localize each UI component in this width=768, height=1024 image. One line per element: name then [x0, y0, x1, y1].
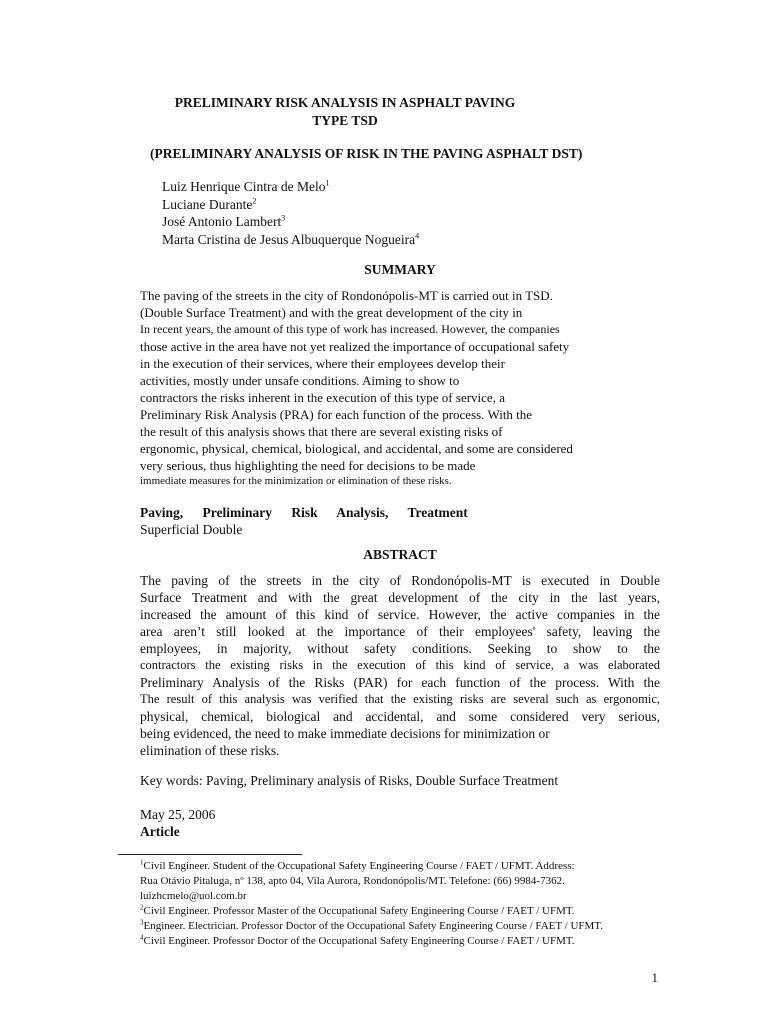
abstract-line: elimination of these risks.: [140, 743, 280, 758]
page-number: 1: [651, 970, 658, 985]
author-list: [162, 178, 419, 248]
abstract-line: area aren’t still looked at the importance of their employees' safety, leaving the: [140, 624, 660, 639]
paper-alt-title: (PRELIMINARY ANALYSIS OF RISK IN THE PAVING ASPHALT DST): [150, 146, 583, 161]
abstract-line: Surface Treatment and with the great development of the city in the last years,: [140, 590, 660, 605]
title-line-1: PRELIMINARY RISK ANALYSIS IN ASPHALT PAVING: [174, 95, 516, 110]
paper-title: [140, 94, 550, 130]
footnote-mark: 4: [140, 933, 144, 942]
summary-line: immediate measures for the minimization or elimination of these risks.: [140, 475, 452, 487]
abstract-line: The result of this analysis was verified that the existing risks are several such as ergonomic,: [140, 692, 660, 706]
keywords-pt: [140, 504, 660, 538]
keywords-en: Key words: Paving, Preliminary analysis of Risks, Double Surface Treatment: [140, 773, 559, 788]
author: Luiz Henrique Cintra de Melo$^1$: [162, 178, 330, 194]
title-line-2: TYPE TSD: [312, 113, 378, 128]
footnote: $^1$Civil Engineer. Student of the Occupational Safety Engineering Course / FAET / UFMT. Address:: [140, 858, 575, 872]
summary-line: contractors the risks inherent in the execution of this type of service, a: [140, 390, 505, 405]
footnote-mark: 4: [415, 231, 420, 240]
document-type: Article: [140, 824, 180, 839]
footnote-mark: 1: [140, 858, 144, 867]
summary-line: Preliminary Risk Analysis (PRA) for each function of the process. With the: [140, 407, 533, 422]
footnote: $^4$Civil Engineer. Professor Doctor of the Occupational Safety Engineering Course / FAET / UFMT.: [140, 933, 575, 947]
abstract-line: Preliminary Analysis of the Risks (PAR) for each function of the process. With the: [140, 675, 660, 690]
abstract-line: being evidenced, the need to make immediate decisions for minimization or: [140, 726, 550, 741]
footnote: $^3$Engineer. Electrician. Professor Doctor of the Occupational Safety Engineering Course / FAET / UFMT.: [140, 918, 603, 932]
abstract-line: employees, in majority, without safety conditions. Seeking to show to the: [140, 641, 660, 656]
abstract-line: contractors the existing risks in the execution of this kind of service, a was elaborated: [140, 658, 660, 672]
footnote-mark: 3: [281, 213, 286, 223]
summary-heading: SUMMARY: [364, 262, 436, 277]
footnote-email: luizhcmelo@uol.com.br: [140, 890, 247, 902]
summary-line: those active in the area have not yet realized the importance of occupational safety: [140, 339, 570, 354]
abstract-line: increased the amount of this kind of service. However, the active companies in the: [140, 607, 660, 622]
footnote-divider: [118, 854, 302, 855]
keywords-pt-line: Paving, Preliminary Risk Analysis, Treatment: [140, 505, 468, 520]
footnote-mark: 3: [140, 918, 144, 927]
summary-line: (Double Surface Treatment) and with the great development of the city in: [140, 305, 523, 320]
author: Luciane Durante$^2$: [162, 196, 257, 212]
footnote: $^2$Civil Engineer. Professor Master of the Occupational Safety Engineering Course / FAET / UFMT.: [140, 903, 575, 917]
footnote-mark: 2: [140, 903, 144, 912]
summary-line: In recent years, the amount of this type of work has increased. However, the companies: [140, 322, 560, 336]
summary-line: very serious, thus highlighting the need for decisions to be made: [140, 458, 476, 473]
summary-line: in the execution of their services, where their employees develop their: [140, 356, 505, 371]
abstract-line: The paving of the streets in the city of Rondonópolis-MT is executed in Double: [140, 573, 660, 588]
summary-line: activities, mostly under unsafe conditions. Aiming to show to: [140, 373, 460, 388]
author: José Antonio Lambert$^3$: [162, 213, 286, 229]
author: Marta Cristina de Jesus Albuquerque Nogueira$^4$: [162, 231, 420, 247]
keywords-pt-line: Superficial Double: [140, 522, 243, 537]
footnotes: [140, 859, 660, 949]
abstract-heading: ABSTRACT: [363, 547, 437, 562]
summary-line: The paving of the streets in the city of Rondonópolis-MT is carried out in TSD.: [140, 288, 553, 303]
publication-date: May 25, 2006: [140, 807, 216, 822]
footnote-continuation: Rua Otávio Pitaluga, nº 138, apto 04, Vila Aurora, Rondonópolis/MT. Telefone: (66) 9984-7362.: [140, 875, 565, 887]
summary-line: ergonomic, physical, chemical, biological, and accidental, and some are considered: [140, 441, 573, 456]
footnote-mark: 2: [252, 196, 257, 205]
abstract-paragraph: [140, 572, 660, 759]
footnote-mark: 1: [325, 178, 330, 188]
summary-line: the result of this analysis shows that there are several existing risks of: [140, 424, 503, 439]
abstract-line: physical, chemical, biological and accidental, and some considered very serious,: [140, 709, 660, 724]
summary-paragraph: [140, 287, 656, 488]
